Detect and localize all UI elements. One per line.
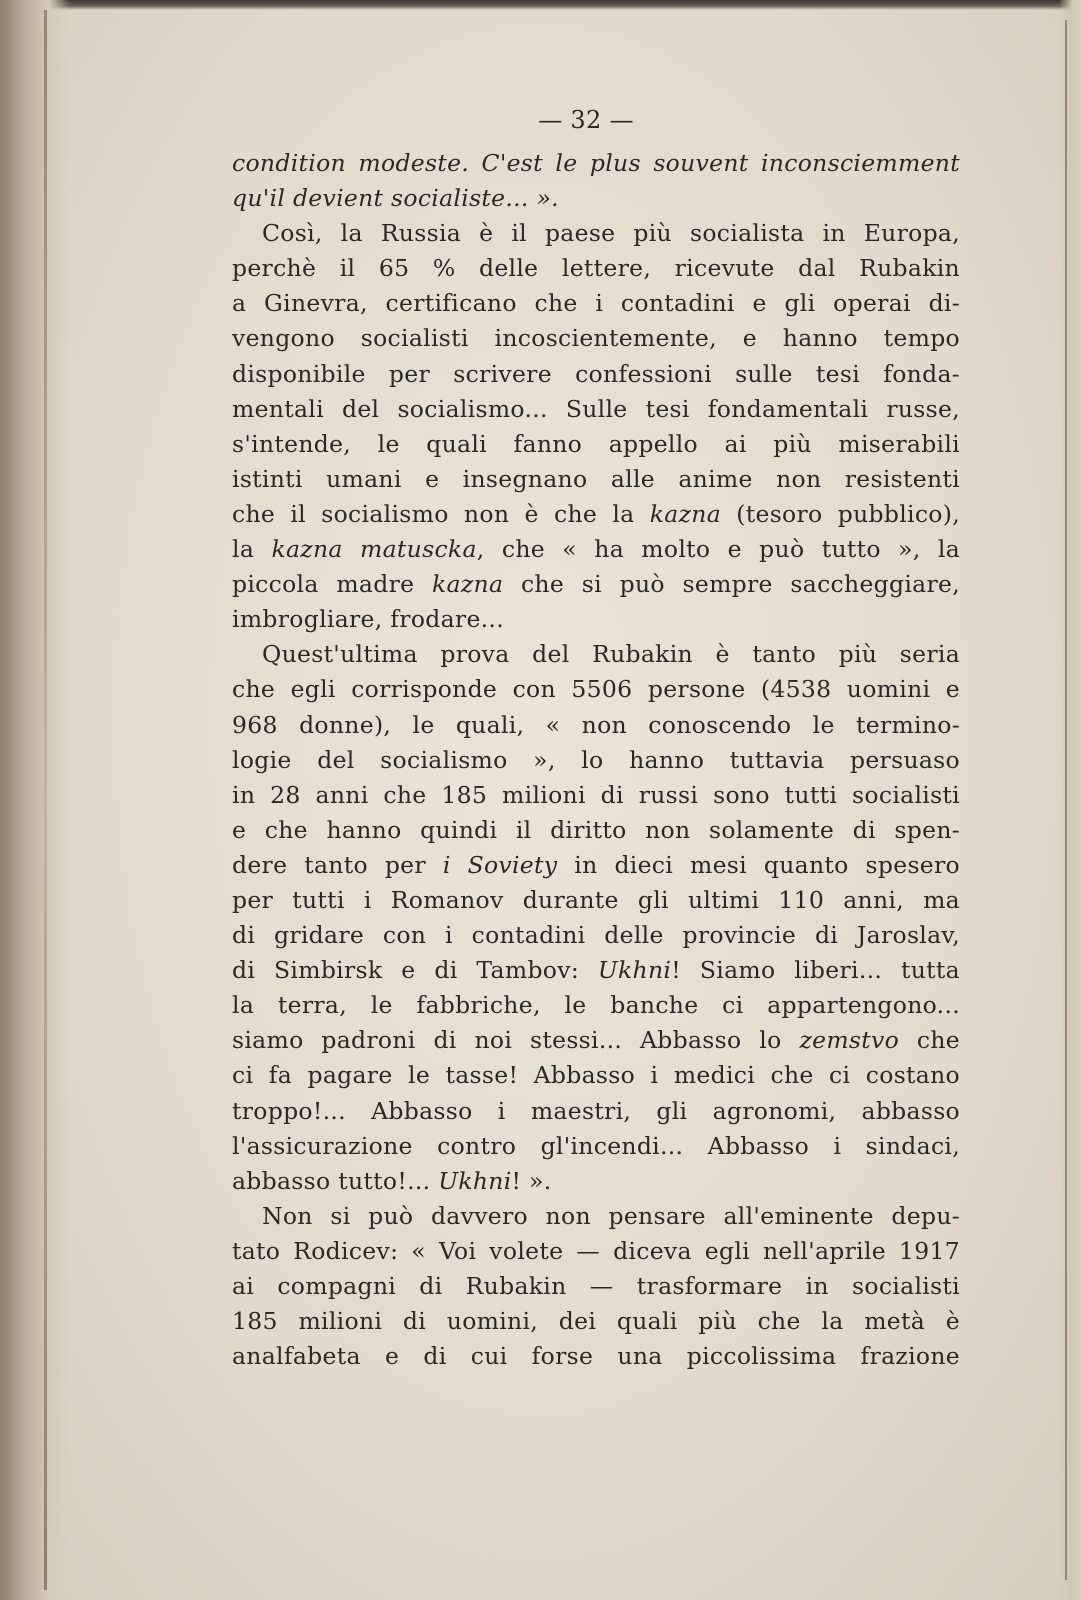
text-line: Non si può davvero non pensare all'eminente depu- bbox=[262, 1201, 960, 1230]
text-line: per tutti i Romanov durante gli ultimi 110 anni, ma bbox=[232, 885, 960, 914]
text-run: (tesoro pubblico), bbox=[721, 499, 960, 528]
text-line: qu'il devient socialiste... ». bbox=[232, 184, 559, 213]
text-run: ! Siamo liberi... tutta bbox=[671, 956, 960, 985]
italic-term: i Soviety bbox=[442, 850, 558, 879]
text-line: vengono socialisti incoscientemente, e hanno tempo bbox=[232, 324, 960, 353]
text-line: imbrogliare, frodare... bbox=[232, 605, 504, 634]
text-run: di Simbirsk e di Tambov: bbox=[232, 956, 598, 985]
text-run: , che « ha molto e può tutto », la bbox=[476, 535, 961, 564]
text-line: a Ginevra, certificano che i contadini e gli operai di- bbox=[232, 289, 960, 318]
text-line: ci fa pagare le tasse! Abbasso i medici che ci costano bbox=[232, 1061, 960, 1090]
text-line: s'intende, le quali fanno appello ai più miserabili bbox=[232, 429, 960, 458]
text-line: perchè il 65 % delle lettere, ricevute dal Rubakin bbox=[232, 254, 960, 283]
text-line bbox=[232, 497, 960, 532]
text-run: abbasso tutto!... bbox=[232, 1166, 439, 1195]
italic-term: zemstvo bbox=[799, 1026, 900, 1055]
text-line: tato Rodicev: « Voi volete — diceva egli nell'aprile 1917 bbox=[232, 1236, 960, 1265]
text-line: logie del socialismo », lo hanno tuttavia persuaso bbox=[232, 745, 960, 774]
text-run: dere tanto per bbox=[232, 850, 443, 879]
text-line: l'assicurazione contro gl'incendi... Abbasso i sindaci, bbox=[232, 1131, 960, 1160]
text-line bbox=[232, 953, 960, 988]
text-run: che si può sempre saccheggiare, bbox=[503, 570, 960, 599]
text-line: in 28 anni che 185 milioni di russi sono tutti socialisti bbox=[232, 780, 960, 809]
body-text bbox=[232, 146, 960, 1374]
text-run: in dieci mesi quanto spesero bbox=[557, 850, 960, 879]
text-line bbox=[232, 1023, 960, 1058]
page-number: — 32 — bbox=[538, 106, 634, 134]
text-line: di gridare con i contadini delle provincie di Jaroslav, bbox=[232, 921, 960, 950]
text-line: disponibile per scrivere confessioni sulle tesi fonda- bbox=[232, 359, 960, 388]
text-line: e che hanno quindi il diritto non solamente di spen- bbox=[232, 815, 960, 844]
text-line: che egli corrisponde con 5506 persone (4538 uomini e bbox=[232, 675, 960, 704]
text-line: 185 milioni di uomini, dei quali più che la metà è bbox=[232, 1307, 960, 1336]
text-line: Quest'ultima prova del Rubakin è tanto più seria bbox=[262, 640, 960, 669]
text-run: ! ». bbox=[511, 1166, 552, 1195]
italic-term: Ukhni bbox=[438, 1166, 512, 1195]
text-line: ai compagni di Rubakin — trasformare in socialisti bbox=[232, 1272, 960, 1300]
text-line: 968 donne), le quali, « non conoscendo le termino- bbox=[232, 710, 960, 739]
text-line: Così, la Russia è il paese più socialista in Europa, bbox=[262, 219, 960, 248]
page-edge-line bbox=[1065, 20, 1067, 1580]
text-line: analfabeta e di cui forse una piccolissima frazione bbox=[232, 1342, 960, 1371]
italic-term: Ukhni bbox=[597, 956, 672, 985]
text-line: istinti umani e insegnano alle anime non resistenti bbox=[232, 464, 960, 493]
page-right-edge bbox=[1059, 0, 1081, 1600]
italic-term: kazna matuscka bbox=[271, 535, 477, 564]
page-binding-edge bbox=[0, 0, 70, 1600]
text-line bbox=[232, 1164, 960, 1199]
italic-term: kazna bbox=[649, 499, 722, 528]
text-line bbox=[232, 567, 960, 602]
text-run: che il socialismo non è che la bbox=[232, 499, 650, 528]
text-run: piccola madre bbox=[232, 570, 432, 599]
italic-term: kazna bbox=[432, 570, 504, 599]
text-line: la terra, le fabbriche, le banche ci appartengono... bbox=[232, 991, 960, 1020]
text-run: la bbox=[232, 535, 272, 564]
text-line bbox=[232, 848, 960, 883]
text-line: condition modeste. C'est le plus souvent inconsciemment bbox=[232, 149, 960, 177]
page-text-block bbox=[232, 100, 960, 1374]
text-line bbox=[232, 532, 960, 567]
page-top-edge bbox=[0, 0, 1081, 10]
binding-shadow bbox=[44, 10, 47, 1590]
text-run: che bbox=[899, 1026, 961, 1055]
text-run: siamo padroni di noi stessi... Abbasso lo bbox=[232, 1026, 800, 1055]
text-line: mentali del socialismo... Sulle tesi fondamentali russe, bbox=[232, 394, 960, 423]
text-line: troppo!... Abbasso i maestri, gli agronomi, abbasso bbox=[232, 1096, 960, 1125]
